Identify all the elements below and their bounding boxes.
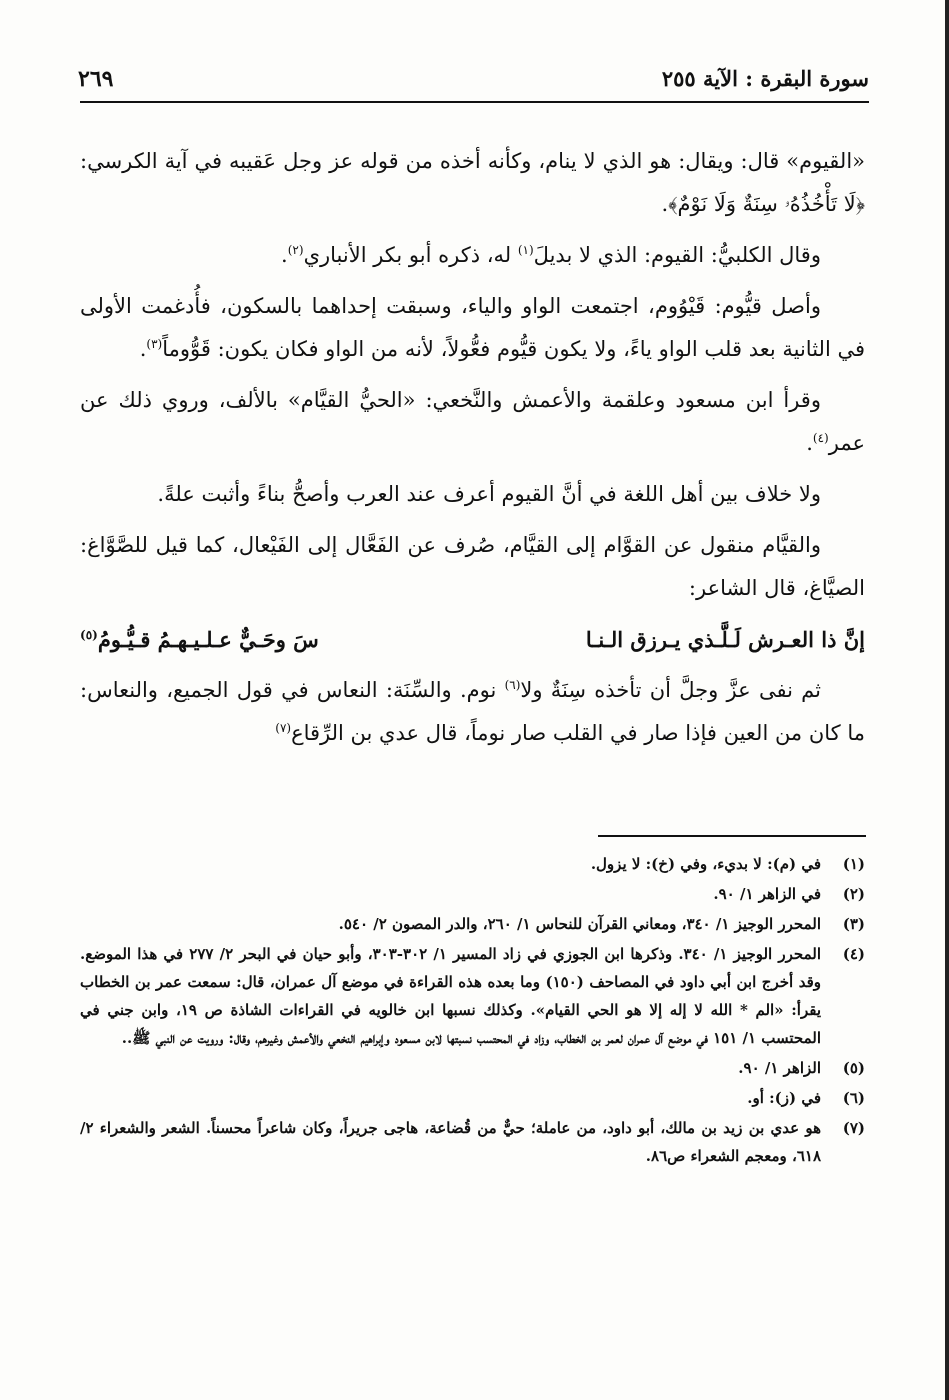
footnote-ref-1: (١) (517, 243, 534, 257)
paragraph-3-text: وأصل قيُّوم: قَيْوُوم، اجتمعت الواو والياء، وسبقت إحداهما بالسكون، فأُدغمت الأولى في الثانية بعد قلب الواو ياءً، ولا يكون قيُّوم فعُّولاً، لأنه من الواو فكان يكون: قَوُّوماً (80, 294, 865, 361)
footnote-text: في الزاهر ١/ ٩٠. (713, 885, 821, 903)
paragraph-1: «القيوم» قال: ويقال: هو الذي لا ينام، وكأنه أخذه من قوله عز وجل عَقيبه في آية الكرسي: ﴿لَا تَأْخُذُهُۥ سِنَةٌ وَلَا نَوْمٌ﴾. (80, 149, 865, 216)
footnotes (80, 850, 865, 1172)
footnote-ref-7: (٧) (275, 721, 292, 735)
footnote-number: (٢) (842, 885, 865, 903)
footnote-number: (٥) (842, 1059, 865, 1077)
verse-hemistich-1: إنَّ ذا العـرش لَـلَّـذي يـرزق الـنـا (585, 627, 865, 652)
footnote-7 (80, 1114, 865, 1170)
footnote-ref-4: (٤) (812, 431, 829, 445)
footnote-ref-5: (٥) (80, 628, 98, 642)
paragraph-2-end: . (281, 243, 288, 267)
footnote-number: (١) (842, 855, 865, 873)
verse-hemistich-2-wrap (80, 618, 319, 661)
footnote-3 (80, 910, 865, 938)
main-text (80, 140, 865, 763)
footnote-rule (598, 835, 866, 837)
paragraph-3 (80, 285, 865, 371)
footnote-number: (٤) (842, 945, 865, 963)
footnote-number: (٣) (842, 915, 865, 933)
paragraph-7 (80, 669, 865, 755)
paragraph-4-end: . (806, 431, 813, 455)
poetry-verse (80, 618, 865, 661)
footnote-4 (80, 940, 865, 1052)
running-title: سورة البقرة : الآية ٢٥٥ (661, 66, 869, 91)
footnote-ref-6: (٦) (504, 678, 521, 692)
footnote-ref-3: (٣) (146, 337, 163, 351)
footnote-text: في (م): لا بديء، وفي (خ): لا يزول. (590, 855, 821, 873)
footnote-6 (80, 1084, 865, 1112)
paragraph-2-text-b: له، ذكره أبو بكر الأنباري (303, 243, 518, 267)
footnote-ref-2: (٢) (287, 243, 304, 257)
page-header (78, 62, 869, 102)
paragraph-7-text: ثم نفى عزَّ وجلَّ أن تأخذه سِنَةٌ ولا (520, 678, 821, 702)
footnote-text: هو عدي بن زيد بن مالك، أبو داود، من عاملة؛ حيٌّ من قُضاعة، هاجى جريراً، وكان شاعراً محسناً. الشعر والشعراء ٢/ ٦١٨، ومعجم الشعراء ص٨٦. (80, 1119, 821, 1165)
paragraph-5: ولا خلاف بين أهل اللغة في أنَّ القيوم أعرف عند العرب وأصحُّ بناءً وأثبت علةً. (157, 482, 821, 506)
page-number: ٢٦٩ (78, 66, 114, 92)
paragraph-7-text-b: نوم. والسِّنَة: النعاس في قول الجميع، والنعاس: ما كان من العين فإذا صار في القلب صار نوماً، قال عدي بن الرِّقاع (80, 678, 865, 745)
footnote-text: المحرر الوجيز ١/ ٣٤٠، ومعاني القرآن للنحاس ١/ ٢٦٠، والدر المصون ٢/ ٥٤٠. (338, 915, 821, 933)
footnote-1 (80, 850, 865, 878)
footnote-text: المحرر الوجيز ١/ ٣٤٠. وذكرها ابن الجوزي في زاد المسير ١/ ٣٠٢-٣٠٣، وأبو حيان في البحر ٢/ ٢٧٧ في هذا الموضع. وقد أخرج ابن أبي داود في المصاحف (١٥٠) وما بعده هذه القراءة في موضع آل عمران، قال: سمعت عمر بن الخطاب يقرأ: «الم * الله لا إله إلا هو الحي القيام». وكذلك نسبها ابن خالويه في القراءات الشاذة ص ١٩، وابن جني في المحتسب ١/ ١٥١ في موضع آل عمران لعمر بن الخطاب، وزاد في المحتسب نسبتها لابن مسعود وإبراهيم النخعي والأعمش وغيرهم، وقال: ورويت عن النبي ﷺ.. (80, 945, 822, 1047)
paragraph-4 (80, 379, 865, 465)
paragraph-3-end: . (139, 337, 147, 361)
verse-hemistich-2: سَ وحَـيٌّ عـلـيـهـمُ قـيُّـومُ (97, 627, 319, 652)
footnote-number: (٧) (842, 1119, 865, 1137)
paragraph-2 (80, 234, 865, 277)
footnote-text: الزاهر ١/ ٩٠. (738, 1059, 821, 1077)
header-rule (80, 101, 869, 103)
footnote-text: في (ز): أو. (747, 1089, 821, 1107)
page-edge (945, 0, 949, 1400)
footnote-2 (80, 880, 865, 908)
footnote-number: (٦) (842, 1089, 865, 1107)
paragraph-2-text: وقال الكلبيُّ: القيوم: الذي لا بديلَ (533, 243, 821, 267)
footnote-5 (80, 1054, 865, 1082)
paragraph-6: والقيَّام منقول عن القوَّام إلى القيَّام، صُرف عن الفَعَّال إلى الفَيْعال، كما قيل للصَّوَّاغ: الصيَّاغ، قال الشاعر: (80, 533, 865, 600)
paragraph-4-text: وقرأ ابن مسعود وعلقمة والأعمش والنَّخعي: «الحيُّ القيَّام» بالألف، وروي ذلك عن عمر (80, 388, 865, 455)
